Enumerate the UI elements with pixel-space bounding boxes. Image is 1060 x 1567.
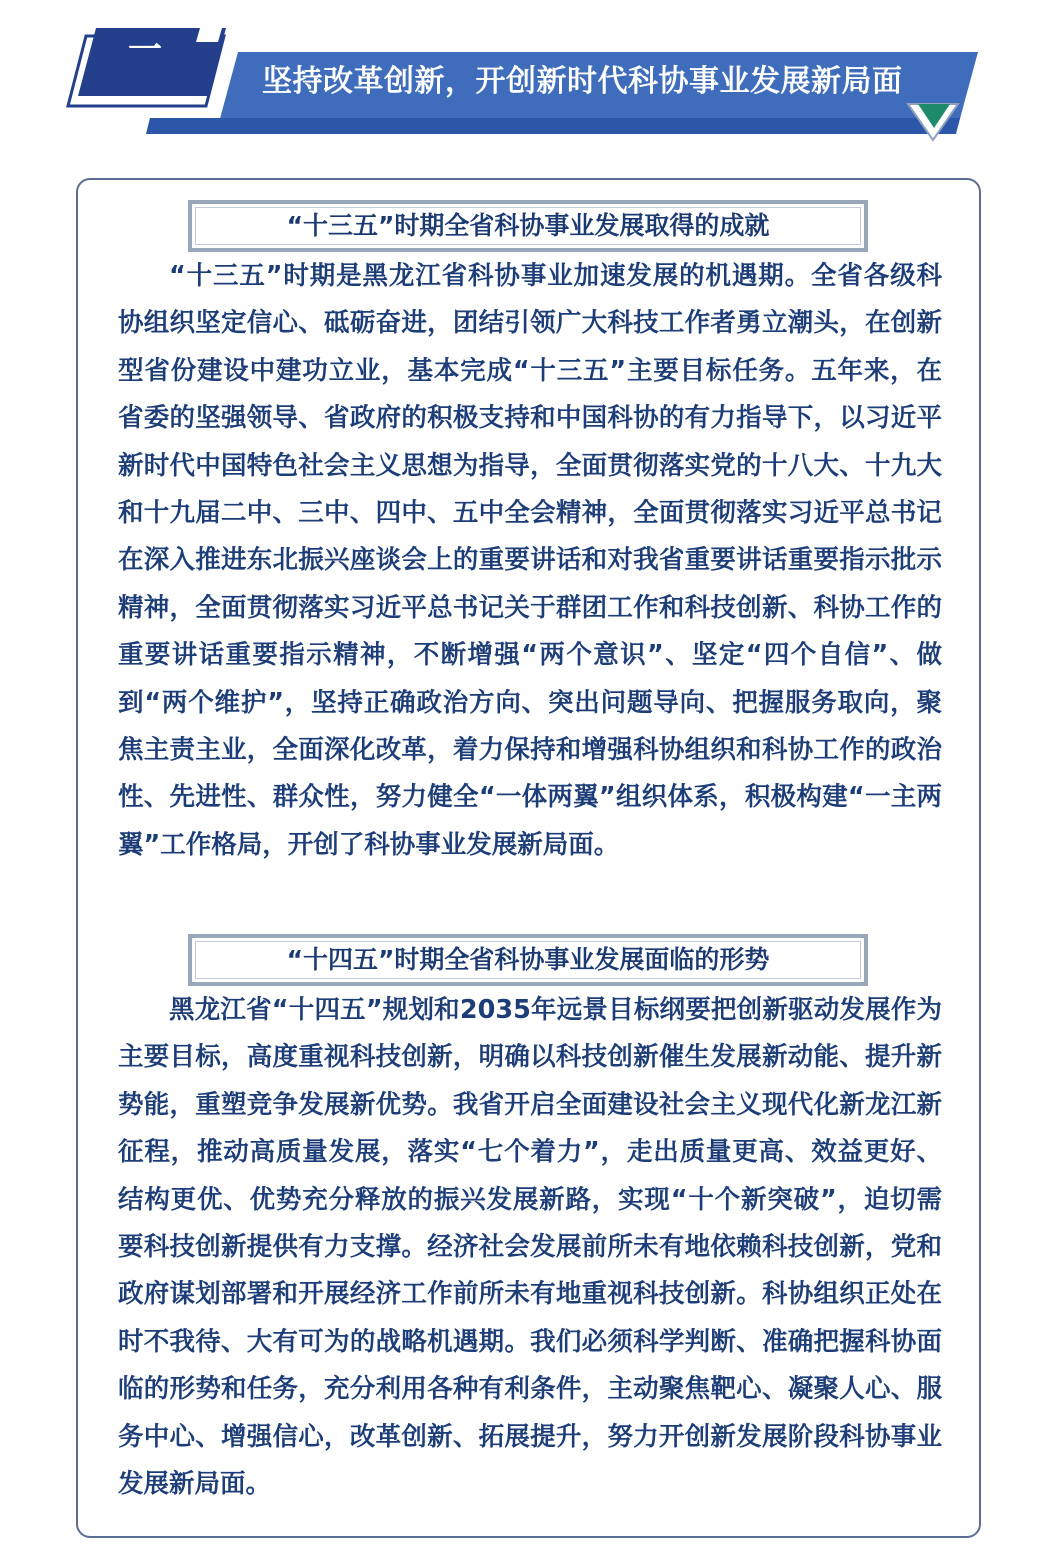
section-body-14th-five-year: 黑龙江省“十四五”规划和2035年远景目标纲要把创新驱动发展作为主要目标，高度重视科技创新，明确以科技创新催生发展新动能、提升新势能，重塑竞争发展新优势。我省开启全面建设社会主义现代化新龙江新征程，推动高质量发展，落实“七个着力”，走出质量更高、效益更好、结构更优、优势充分释放的振兴发展新路，实现“十个新突破”，迫切需要科技创新提供有力支撑。经济社会发展前所未有地依赖科技创新，党和政府谋划部署和开展经济工作前所未有地重视科技创新。科协组织正处在时不我待、大有可为的战略机遇期。我们必须科学判断、准确把握科协面临的形势和任务，充分利用各种有利条件，主动聚焦靶心、凝聚人心、服务中心、增强信心，改革创新、拓展提升，努力开创新发展阶段科协事业发展新局面。 <box>118 995 942 1500</box>
section-body-13th-five-year: “十三五”时期是黑龙江省科协事业加速发展的机遇期。全省各级科协组织坚定信心、砥砺奋进，团结引领广大科技工作者勇立潮头，在创新型省份建设中建功立业，基本完成“十三五”主要目标任务。五年来，在省委的坚强领导、省政府的积极支持和中国科协的有力指导下，以习近平新时代中国特色社会主义思想为指导，全面贯彻落实党的十八大、十九大和十九届二中、三中、四中、五中全会精神，全面贯彻落实习近平总书记在深入推进东北振兴座谈会上的重要讲话和对我省重要讲话重要指示批示精神，全面贯彻落实习近平总书记关于群团工作和科技创新、科协工作的重要讲话重要指示精神，不断增强“两个意识”、坚定“四个自信”、做到“两个维护”，坚持正确政治方向、突出问题导向、把握服务取向，聚焦主责主业，全面深化改革，着力保持和增强科协组织和科协工作的政治性、先进性、群众性，努力健全“一体两翼”组织体系，积极构建“一主两翼”工作格局，开创了科协事业发展新局面。 <box>118 261 942 860</box>
section-heading-13th-five-year: “十三五”时期全省科协事业发展取得的成就 <box>188 200 868 252</box>
chapter-banner <box>0 0 1060 170</box>
section-heading-14th-five-year: “十四五”时期全省科协事业发展面临的形势 <box>188 934 868 986</box>
chapter-numeral: 一 <box>128 30 162 70</box>
chapter-title: 坚持改革创新，开创新时代科协事业发展新局面 <box>262 64 903 99</box>
banner-underline <box>146 118 960 134</box>
banner-corner-notch <box>196 28 222 42</box>
